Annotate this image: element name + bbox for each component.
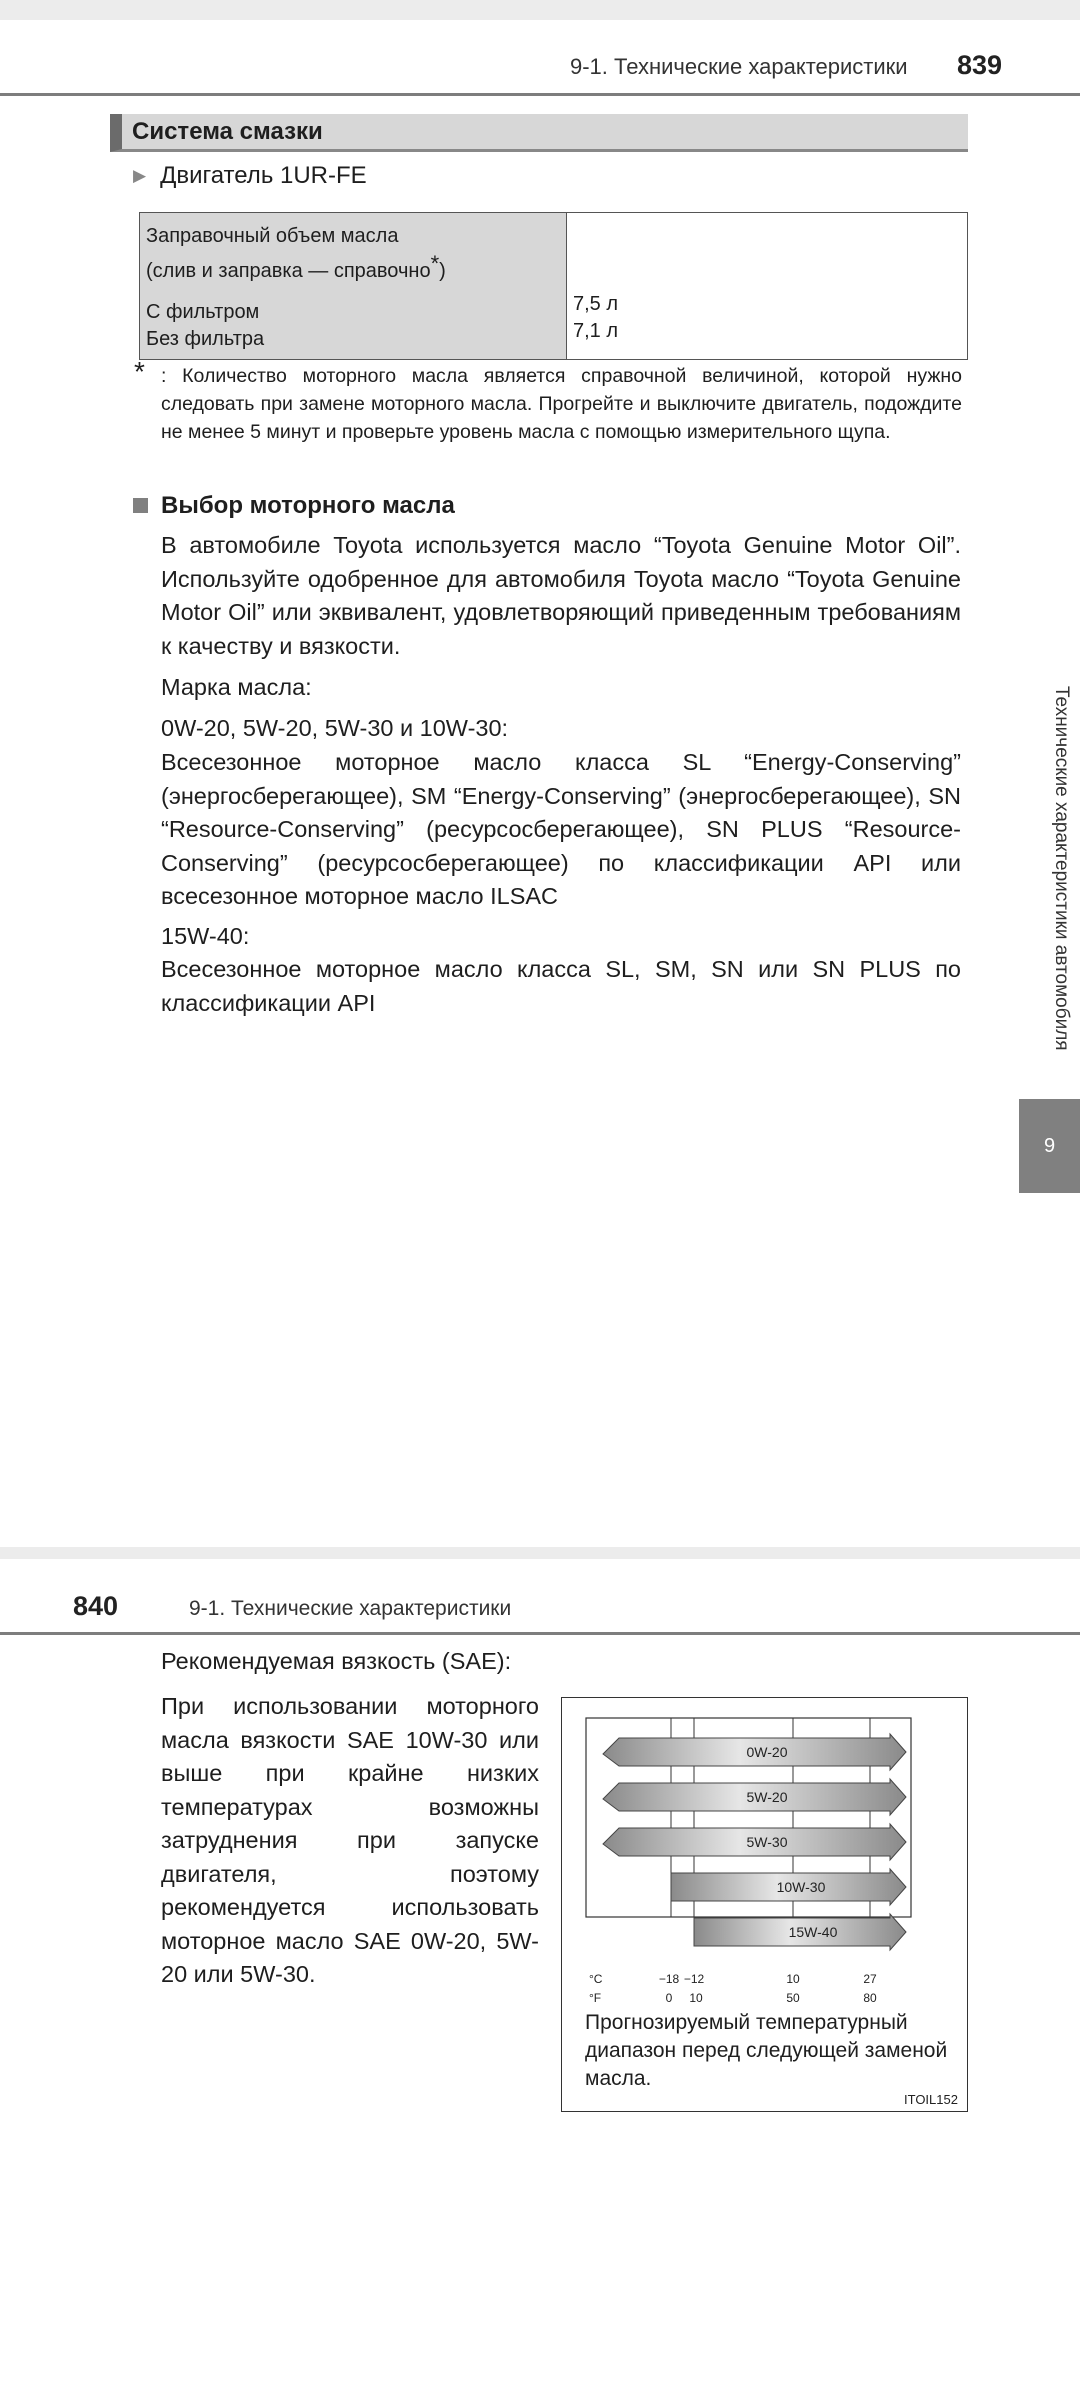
viscosity-chart: [561, 1697, 968, 2012]
paragraph-grade-desc-1: Всесезонное моторное масло класса SL “Energy-Conserving” (энергосберегающее), SM “Energy-Conserving” (энергосберегающее), SN “Resource-Conserving” (ресурсосберегающее), SN PLUS “Resource-Conserving” (ресурсосберегающее) по классификации API или всесезонное моторное масло ILSAC: [161, 749, 961, 909]
section-title-bar: [110, 114, 968, 152]
grade-label-5w30: 5W-30: [746, 1834, 788, 1850]
row-value-without-filter: 7,1 л: [573, 320, 619, 342]
page-number-840: 840: [73, 1591, 119, 1621]
f-tick-0: 0: [665, 1991, 673, 2005]
grade-label-10w30: 10W-30: [776, 1879, 826, 1895]
section-title: Система смазки: [132, 118, 323, 145]
engine-label: ▶ Двигатель 1UR-FE: [133, 162, 367, 189]
footnote: [134, 356, 962, 446]
square-bullet-icon: [133, 498, 148, 513]
row-value-with-filter: 7,5 л: [573, 293, 619, 315]
triangle-bullet-icon: ▶: [133, 166, 147, 185]
grade-label-15w40: 15W-40: [788, 1924, 838, 1940]
row-label-with-filter: С фильтром: [146, 301, 260, 323]
viscosity-text: При использовании моторного масла вязкости SAE 10W-30 или выше при крайне низких температурах возможны затруднения при запуске двигателя, поэтому рекомендуется использовать моторное масло SAE 0W-20, 5W-20 или 5W-30.: [161, 1693, 539, 1987]
viscosity-heading: Рекомендуемая вязкость (SAE):: [161, 1648, 512, 1674]
grade-label-5w20: 5W-20: [746, 1789, 788, 1805]
figure-caption: Прогнозируемый температурный диапазон перед следующей заменой масла.: [585, 2011, 948, 2090]
page-number-839: 839: [957, 50, 1003, 80]
header-title-839: 9-1. Технические характеристики: [570, 54, 908, 79]
grade-label-0w20: 0W-20: [746, 1744, 788, 1760]
row-label-without-filter: Без фильтра: [146, 328, 265, 350]
fahrenheit-unit: °F: [589, 1991, 602, 2005]
c-tick-10: 10: [786, 1972, 800, 1986]
c-tick-minus18: −18: [658, 1972, 680, 1986]
header-rule-839: [0, 93, 1080, 96]
chapter-tab: 9: [1019, 1099, 1080, 1193]
page-top-band: [0, 0, 1080, 20]
c-tick-minus12: −12: [683, 1972, 705, 1986]
celsius-unit: °C: [589, 1972, 603, 1986]
paragraph-intro: В автомобиле Toyota используется масло “Toyota Genuine Motor Oil”. Используйте одобренное для автомобиля Toyota масло “Toyota Genuine Motor Oil” или эквивалент, удовлетворяющий приведенным требованиям к качеству и вязкости.: [161, 532, 961, 659]
header-title-840: 9-1. Технические характеристики: [189, 1597, 512, 1620]
figure-code: ITOIL152: [904, 2092, 958, 2107]
paragraph-grade-list-2: 15W-40:: [161, 923, 250, 949]
capacity-value-cell: [567, 213, 968, 360]
page-gap-band: [0, 1547, 1080, 1559]
footnote-star: *: [134, 356, 145, 387]
oil-capacity-table: [139, 212, 968, 360]
paragraph-grade-list-1: 0W-20, 5W-20, 5W-30 и 10W-30:: [161, 715, 509, 741]
capacity-label-cell: Заправочный объем масла (слив и заправка — справочно*) С фильтром Без фильтра: [140, 213, 567, 360]
header-rule-840: [0, 1632, 1080, 1635]
c-tick-27: 27: [863, 1972, 877, 1986]
f-tick-80: 80: [863, 1991, 877, 2005]
footnote-text: : Количество моторного масла является справочной величиной, которой нужно следовать при замене моторного масла. Прогрейте и выключите двигатель, подождите не менее 5 минут и проверьте уровень масла с помощью измерительного щупа.: [161, 365, 962, 443]
f-tick-10: 10: [689, 1991, 703, 2005]
paragraph-oil-grade: Марка масла:: [161, 674, 312, 700]
paragraph-grade-desc-2: Всесезонное моторное масло класса SL, SM, SN или SN PLUS по классификации API: [161, 956, 961, 1016]
subsection-title: Выбор моторного масла: [133, 492, 455, 520]
f-tick-50: 50: [786, 1991, 800, 2005]
side-tab-text: Технические характеристики автомобиля: [1051, 686, 1072, 1051]
